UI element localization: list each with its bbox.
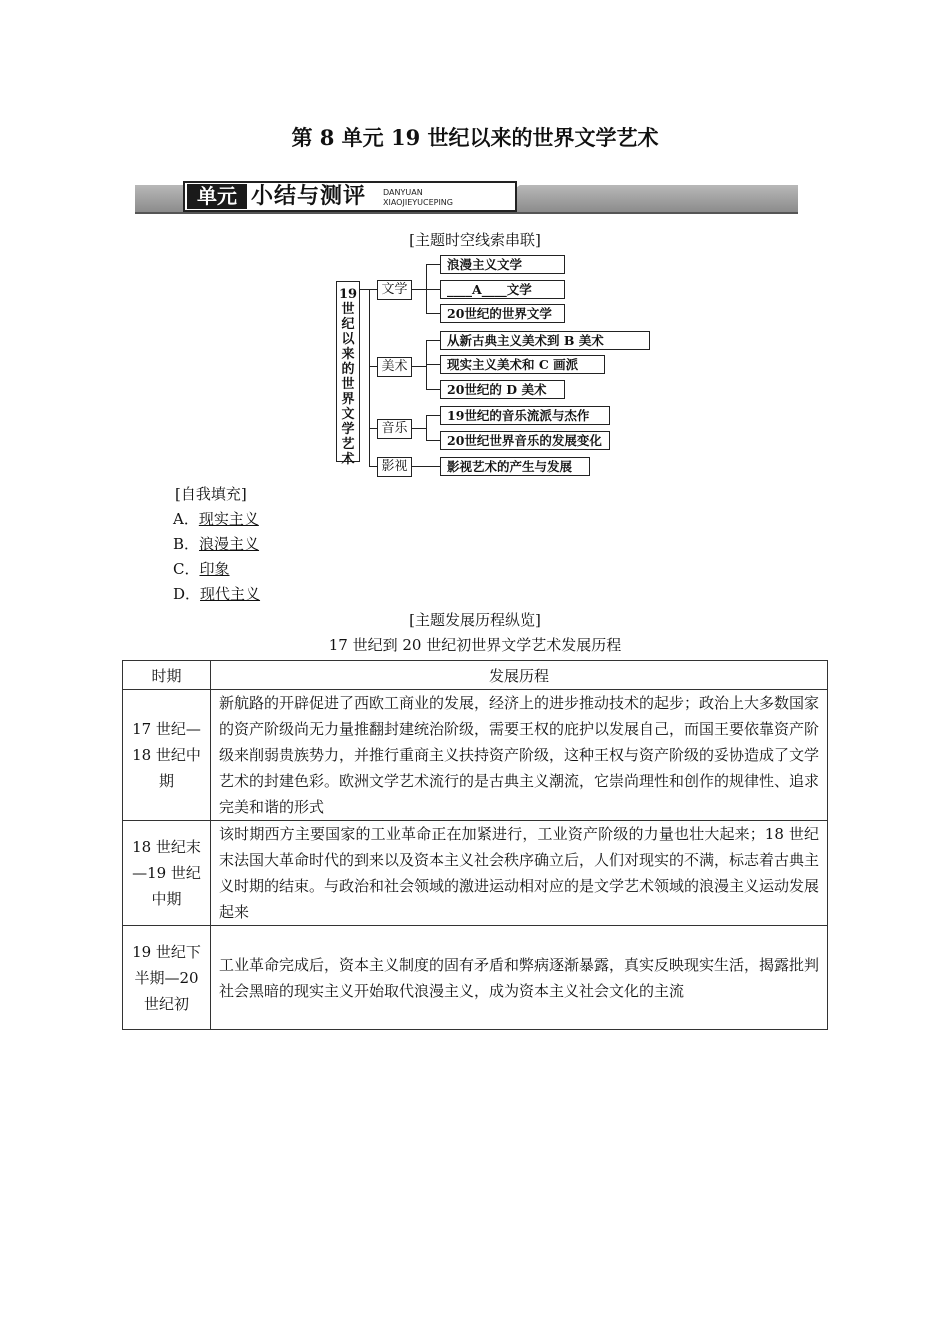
table-row (123, 690, 828, 821)
category-literature: 文学 (377, 280, 412, 300)
history-heading: [主题发展历程纵览] (409, 611, 541, 629)
self-fill-letter: D． (173, 585, 201, 603)
connector (426, 415, 440, 416)
connector (369, 428, 377, 429)
connector (426, 340, 440, 341)
connector (369, 466, 377, 467)
connector (412, 466, 440, 467)
self-fill-answer: 印象 (199, 560, 230, 578)
diagram-root-label: 19世纪以来的世界文学艺术 (338, 287, 358, 467)
self-fill-answer: 现代主义 (200, 585, 261, 603)
description-cell: 该时期西方主要国家的工业革命正在加紧进行，工业资产阶级的力量也壮大起来；18 世纪末法国大革命时代的到来以及资本主义社会秩序确立后，人们对现实的不满，标志着古典主义时期的结束。与政治和社会领域的激进运动相对应的是文学艺术领域的浪漫主义运动发展起来 (211, 821, 828, 926)
category-film: 影视 (377, 457, 412, 477)
connector (426, 440, 440, 441)
self-fill-item (173, 559, 230, 579)
period-cell: 18 世纪末—19 世纪中期 (123, 821, 211, 926)
connector (426, 389, 440, 390)
connector (369, 289, 377, 290)
diagram-heading: [主题时空线索串联] (409, 231, 541, 249)
page-title: 第 8 单元 19 世纪以来的世界文学艺术 (291, 125, 659, 150)
self-fill-letter: C． (173, 560, 200, 578)
node-20th-century-music: 20世纪世界音乐的发展变化 (440, 431, 610, 450)
table-row (123, 926, 828, 1030)
self-fill-answer: 现实主义 (198, 510, 259, 528)
self-fill-letter: A． (173, 510, 199, 528)
history-table-title: 17 世纪到 20 世纪初世界文学艺术发展历程 (328, 636, 622, 654)
connector (412, 428, 426, 429)
banner-label: 小结与测评 (251, 184, 367, 209)
connector (426, 264, 440, 265)
description-cell: 新航路的开辟促进了西欧工商业的发展，经济上的进步推动技术的起步；政治上大多数国家的资产阶级尚无力量推翻封建统治阶级，需要王权的庇护以发展自己，而国王要依靠资产阶级来削弱贵族势力，并推行重商主义扶持资产阶级，这种王权与资产阶级的妥协造成了文学艺术的封建色彩。欧洲文学艺术流行的是古典主义潮流，它崇尚理性和创作的规律性、追求完美和谐的形式 (211, 690, 828, 821)
connector (426, 415, 427, 441)
concept-diagram (0, 0, 950, 480)
self-fill-item (173, 534, 259, 554)
self-fill-item (173, 584, 260, 604)
category-music: 音乐 (377, 419, 412, 439)
banner-pinyin-line2: XIAOJIEYUCEPING (383, 198, 453, 207)
table-header-row (123, 661, 828, 690)
node-20th-century-D: 20世纪的 D 美术 (440, 380, 565, 399)
node-romantic-literature: 浪漫主义文学 (440, 255, 565, 274)
diagram-root (336, 281, 360, 467)
connector (426, 289, 440, 290)
self-fill-letter: B． (173, 535, 200, 553)
node-literature-A: ____A____文学 (440, 280, 565, 299)
column-header: 时期 (123, 661, 211, 690)
self-fill-item (173, 509, 259, 529)
banner-pinyin-line1: DANYUAN (383, 188, 423, 197)
period-cell: 17 世纪—18 世纪中期 (123, 690, 211, 821)
node-realism-and-C: 现实主义美术和 C 画派 (440, 355, 605, 374)
node-neoclassical-to-B: 从新古典主义美术到 B 美术 (440, 331, 650, 350)
connector (412, 289, 426, 290)
connector (426, 313, 440, 314)
connector (412, 366, 426, 367)
connector (426, 364, 440, 365)
history-table (122, 660, 828, 1030)
connector (369, 366, 377, 367)
column-header: 发展历程 (211, 661, 828, 690)
category-fine-arts: 美术 (377, 357, 412, 377)
self-fill-heading: [自我填充] (175, 485, 247, 503)
node-19th-century-music: 19世纪的音乐流派与杰作 (440, 406, 610, 425)
banner-dark-label: 单元 (187, 184, 247, 209)
self-fill-answer: 浪漫主义 (199, 535, 260, 553)
table-row (123, 821, 828, 926)
node-film-art: 影视艺术的产生与发展 (440, 457, 590, 476)
description-cell: 工业革命完成后，资本主义制度的固有矛盾和弊病逐渐暴露，真实反映现实生活，揭露批判社会黑暗的现实主义开始取代浪漫主义，成为资本主义社会文化的主流 (211, 926, 828, 1030)
connector (369, 289, 370, 466)
period-cell: 19 世纪下半期—20 世纪初 (123, 926, 211, 1030)
node-20th-century-literature: 20世纪的世界文学 (440, 304, 565, 323)
